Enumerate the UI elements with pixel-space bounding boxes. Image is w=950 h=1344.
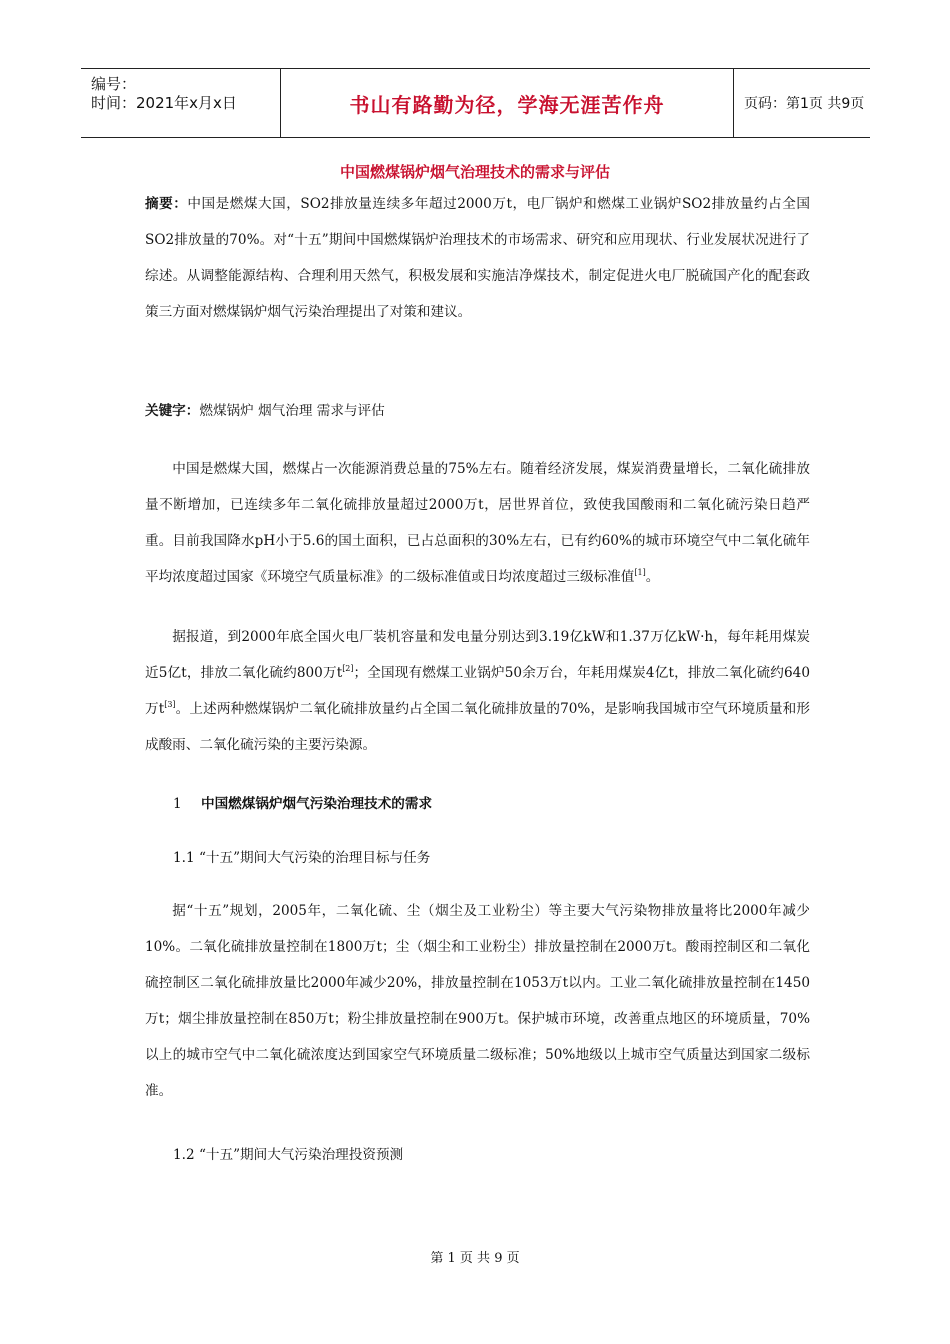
paragraph-1-text: 中国是燃煤大国，燃煤占一次能源消费总量的75%左右。随着经济发展，煤炭消费量增长，二氧化硫排放量不断增加，已连续多年二氧化硫排放量超过2000万t，居世界首位，致使我国酸雨和二氧化硫污染日趋严重。目前我国降水pH小于5.6的国土面积，已占总面积的30%左右，已有约60%的城市环境空气中二氧化硫年平均浓度超过国家《环境空气质量标准》的二级标准值或日均浓度超过三级标准值 — [145, 461, 810, 585]
citation-2: [2] — [342, 664, 354, 673]
document-title: 中国燃煤锅炉烟气治理技术的需求与评估 — [339, 163, 610, 181]
abstract-paragraph — [145, 186, 810, 330]
document-number-label: 编号： — [91, 75, 137, 93]
section-1-number: 1 — [173, 796, 182, 812]
header-motto: 书山有路勤为径，学海无涯苦作舟 — [349, 92, 665, 117]
paragraph-1-end: 。 — [645, 569, 660, 585]
header-motto-cell — [280, 69, 734, 137]
header-page-cell — [733, 69, 870, 137]
header-page-code: 页码：第1页 共9页 — [744, 96, 865, 112]
header-info-cell — [81, 69, 280, 137]
paragraph-3-text: 据“十五”规划，2005年，二氧化硫、尘（烟尘及工业粉尘）等主要大气污染物排放量将比2000年减少10%。二氧化硫排放量控制在1800万t；尘（烟尘和工业粉尘）排放量控制在2000万t。酸雨控制区和二氧化硫控制区二氧化硫排放量比2000年减少20%，排放量控制在1053万t以内。工业二氧化硫排放量控制在1450万t；烟尘排放量控制在850万t；粉尘排放量控制在900万t。保护城市环境，改善重点地区的环境质量，70%以上的城市空气中二氧化硫浓度达到国家空气环境质量二级标准；50%地级以上城市空气质量达到国家二级标准。 — [145, 903, 810, 1099]
document-time: 时间：2021年x月x日 — [91, 94, 237, 112]
section-1-heading — [173, 792, 432, 812]
page-header — [81, 68, 870, 138]
body-paragraph-2 — [145, 619, 810, 763]
abstract-label: 摘要： — [145, 196, 188, 212]
body-paragraph-1 — [145, 451, 810, 595]
keywords-text: 燃煤锅炉 烟气治理 需求与评估 — [199, 403, 385, 419]
section-1-title: 中国燃煤锅炉烟气污染治理技术的需求 — [201, 796, 433, 812]
body-paragraph-3 — [145, 893, 810, 1109]
paragraph-2-part-c: 。上述两种燃煤锅炉二氧化硫排放量约占全国二氧化硫排放量的70%，是影响我国城市空气环境质量和形成酸雨、二氧化硫污染的主要污染源。 — [145, 701, 810, 753]
paragraph-2-part-a: 据报道，到2000年底全国火电厂装机容量和发电量分别达到3.19亿kW和1.37万亿kW·h，每年耗用煤炭近5亿t，排放二氧化硫约800万t — [145, 629, 810, 681]
abstract-text: 中国是燃煤大国，SO2排放量连续多年超过2000万t，电厂锅炉和燃煤工业锅炉SO2排放量约占全国SO2排放量的70%。对“十五”期间中国燃煤锅炉治理技术的市场需求、研究和应用现状、行业发展状况进行了综述。从调整能源结构、合理利用天然气，积极发展和实施洁净煤技术，制定促进火电厂脱硫国产化的配套政策三方面对燃煤锅炉烟气污染治理提出了对策和建议。 — [145, 196, 810, 320]
section-1-2-heading: 1.2 “十五”期间大气污染治理投资预测 — [173, 1147, 404, 1163]
keywords-label: 关键字： — [145, 403, 200, 419]
citation-3: [3] — [164, 700, 176, 709]
page-footer: 第 1 页 共 9 页 — [430, 1251, 520, 1266]
keywords-paragraph — [145, 393, 810, 429]
citation-1: [1] — [634, 568, 646, 577]
paragraph-2-part-b: ；全国现有燃煤工业锅炉50余万台，年耗用煤炭4亿t，排放二氧化硫约640万t — [145, 665, 810, 717]
section-1-1-heading: 1.1 “十五”期间大气污染的治理目标与任务 — [173, 850, 431, 866]
